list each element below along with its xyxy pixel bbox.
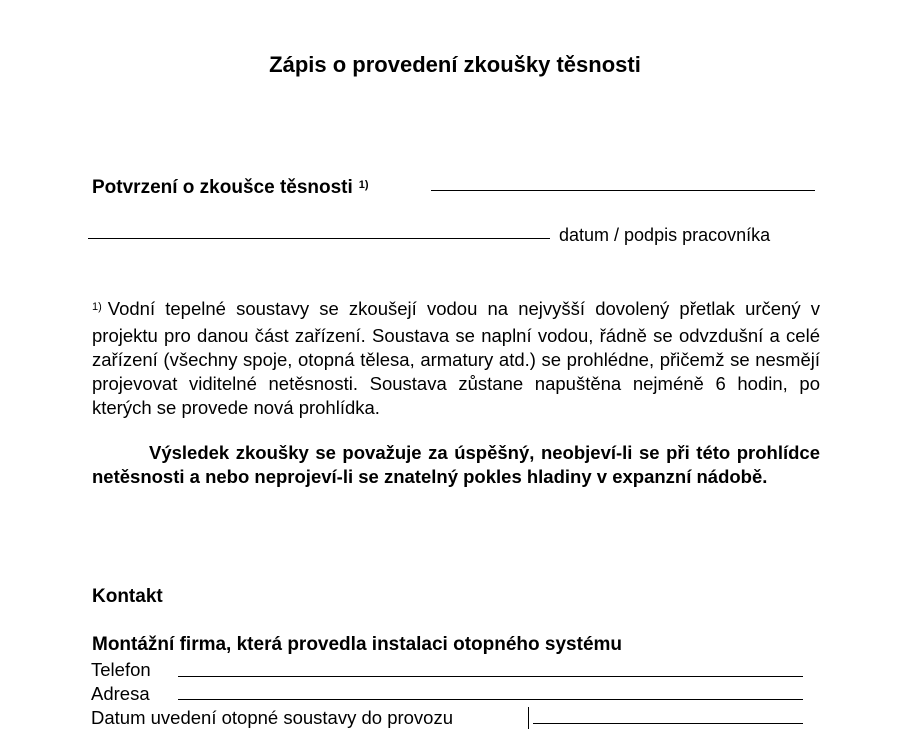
- confirmation-label: [92, 177, 369, 199]
- document-title: Zápis o provedení zkoušky těsnosti: [269, 52, 641, 77]
- company-heading: Montážní firma, která provedla instalaci otopného systému: [92, 634, 623, 655]
- phone-field-line[interactable]: [178, 676, 803, 677]
- footnote-text: Vodní tepelné soustavy se zkoušejí vodou na nejvyšší dovolený přetlak určený v projektu pro danou část zařízení. Soustava se naplní vodou, řádně se odvzdušní a celé zařízení (všechny spoje, otopná tělesa, armatury atd.) se prohlédne, přičemž se nesmějí projevovat viditelné netěsnosti. Soustava zůstane napuštěna nejméně 6 hodin, po kterých se provede nová prohlídka.: [92, 298, 820, 418]
- contact-heading: Kontakt: [92, 586, 163, 607]
- commission-date-label: Datum uvedení otopné soustavy do provozu: [91, 707, 454, 728]
- confirmation-line[interactable]: [431, 190, 815, 191]
- signature-line[interactable]: [88, 238, 550, 239]
- text-cursor: [528, 707, 529, 729]
- confirmation-text: Potvrzení o zkoušce těsnosti: [92, 177, 353, 198]
- footnote-marker-note: 1): [92, 301, 102, 313]
- address-label: Adresa: [91, 683, 150, 704]
- address-field-line[interactable]: [178, 699, 803, 700]
- commission-date-field-line[interactable]: [533, 723, 803, 724]
- footnote-bold-paragraph: Výsledek zkoušky se považuje za úspěšný, neobjeví-li se při této prohlídce netěsnosti a nebo neprojeví-li se znatelný pokles hladiny v expanzní nádobě.: [92, 442, 820, 487]
- footnote-marker: 1): [358, 179, 369, 191]
- signature-label: datum / podpis pracovníka: [559, 225, 771, 245]
- footnote-paragraph: [92, 297, 820, 420]
- phone-label: Telefon: [91, 659, 151, 680]
